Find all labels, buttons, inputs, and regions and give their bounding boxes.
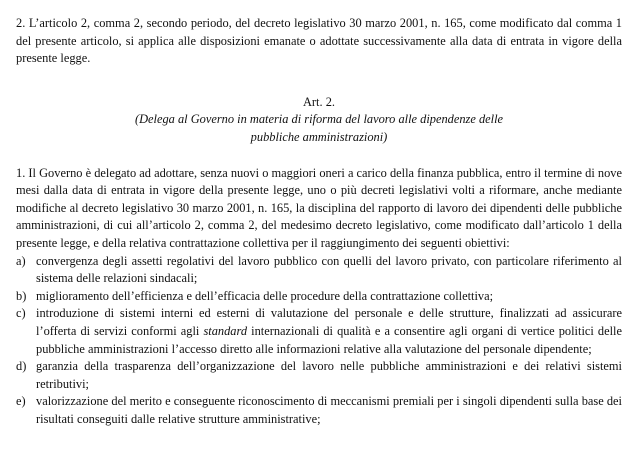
list-marker: e) bbox=[16, 394, 26, 409]
list-item-text-before: introduzione di sistemi interni ed esterni di valutazione del personale e delle strutture, finalizzati ad assicurare l’offerta di servizi conformi agli bbox=[36, 306, 622, 338]
list-item-text: valorizzazione del merito e conseguente riconoscimento di meccanismi premiali per i singoli dipendenti sulla base dei risultati conseguiti dalle relative strutture amministrative; bbox=[36, 394, 622, 426]
article-number: Art. 2. bbox=[302, 94, 335, 109]
list-marker: d) bbox=[16, 359, 27, 374]
list-item-b bbox=[16, 288, 622, 306]
list-marker: a) bbox=[16, 253, 26, 268]
list-item-text: convergenza degli assetti regolativi del lavoro pubblico con quelli del lavoro privato, con particolare riferimento al sistema delle relazioni sindacali; bbox=[36, 253, 622, 286]
list-item-text-after: internazionali di qualità e a consentire agli organi di vertice politici delle pubbliche amministrazioni l’accesso diretto alle informazioni relative alla valutazione del personale dipendente; bbox=[36, 323, 622, 356]
list-item-c bbox=[16, 305, 622, 358]
paragraph-1: 1. Il Governo è delegato ad adottare, senza nuovi o maggiori oneri a carico della finanza pubblica, entro il termine di nove mesi dalla data di entrata in vigore della presente legge, uno o più decreti legislativi volti a riformare, anche mediante modifiche al decreto legislativo 30 marzo 2001, n. 165, la disciplina del rapporto di lavoro dei dipendenti delle pubbliche amministrazioni, di cui all’articolo 2, comma 2, del medesimo decreto legislativo, come modificato dall’articolo 1 della presente legge, e della relativa contrattazione collettiva per il raggiungimento dei seguenti obiettivi: bbox=[16, 165, 622, 250]
document-page bbox=[16, 15, 622, 428]
list-item-e bbox=[16, 393, 622, 428]
list-item-text bbox=[36, 306, 622, 355]
list-marker: b) bbox=[16, 288, 27, 303]
standard-emphasis: standard bbox=[203, 323, 248, 338]
objectives-list bbox=[16, 253, 622, 429]
list-item-a bbox=[16, 253, 622, 288]
article-title: (Delega al Governo in materia di riforma del lavoro alle dipendenze delle pubbliche amministrazioni) bbox=[134, 112, 504, 144]
list-item-text: garanzia della trasparenza dell’organizzazione del lavoro nelle pubbliche amministrazioni e dei relativi sistemi retributivi; bbox=[36, 359, 622, 391]
list-marker: c) bbox=[16, 306, 26, 321]
list-item-d bbox=[16, 358, 622, 393]
intro-paragraph: 2. L’articolo 2, comma 2, secondo periodo, del decreto legislativo 30 marzo 2001, n. 165, come modificato dal comma 1 del presente articolo, si applica alle disposizioni emanate o adottate successivamente alla data di entrata in vigore della presente legge. bbox=[16, 16, 622, 66]
list-item-text: miglioramento dell’efficienza e dell’efficacia delle procedure della contrattazione collettiva; bbox=[36, 288, 494, 303]
